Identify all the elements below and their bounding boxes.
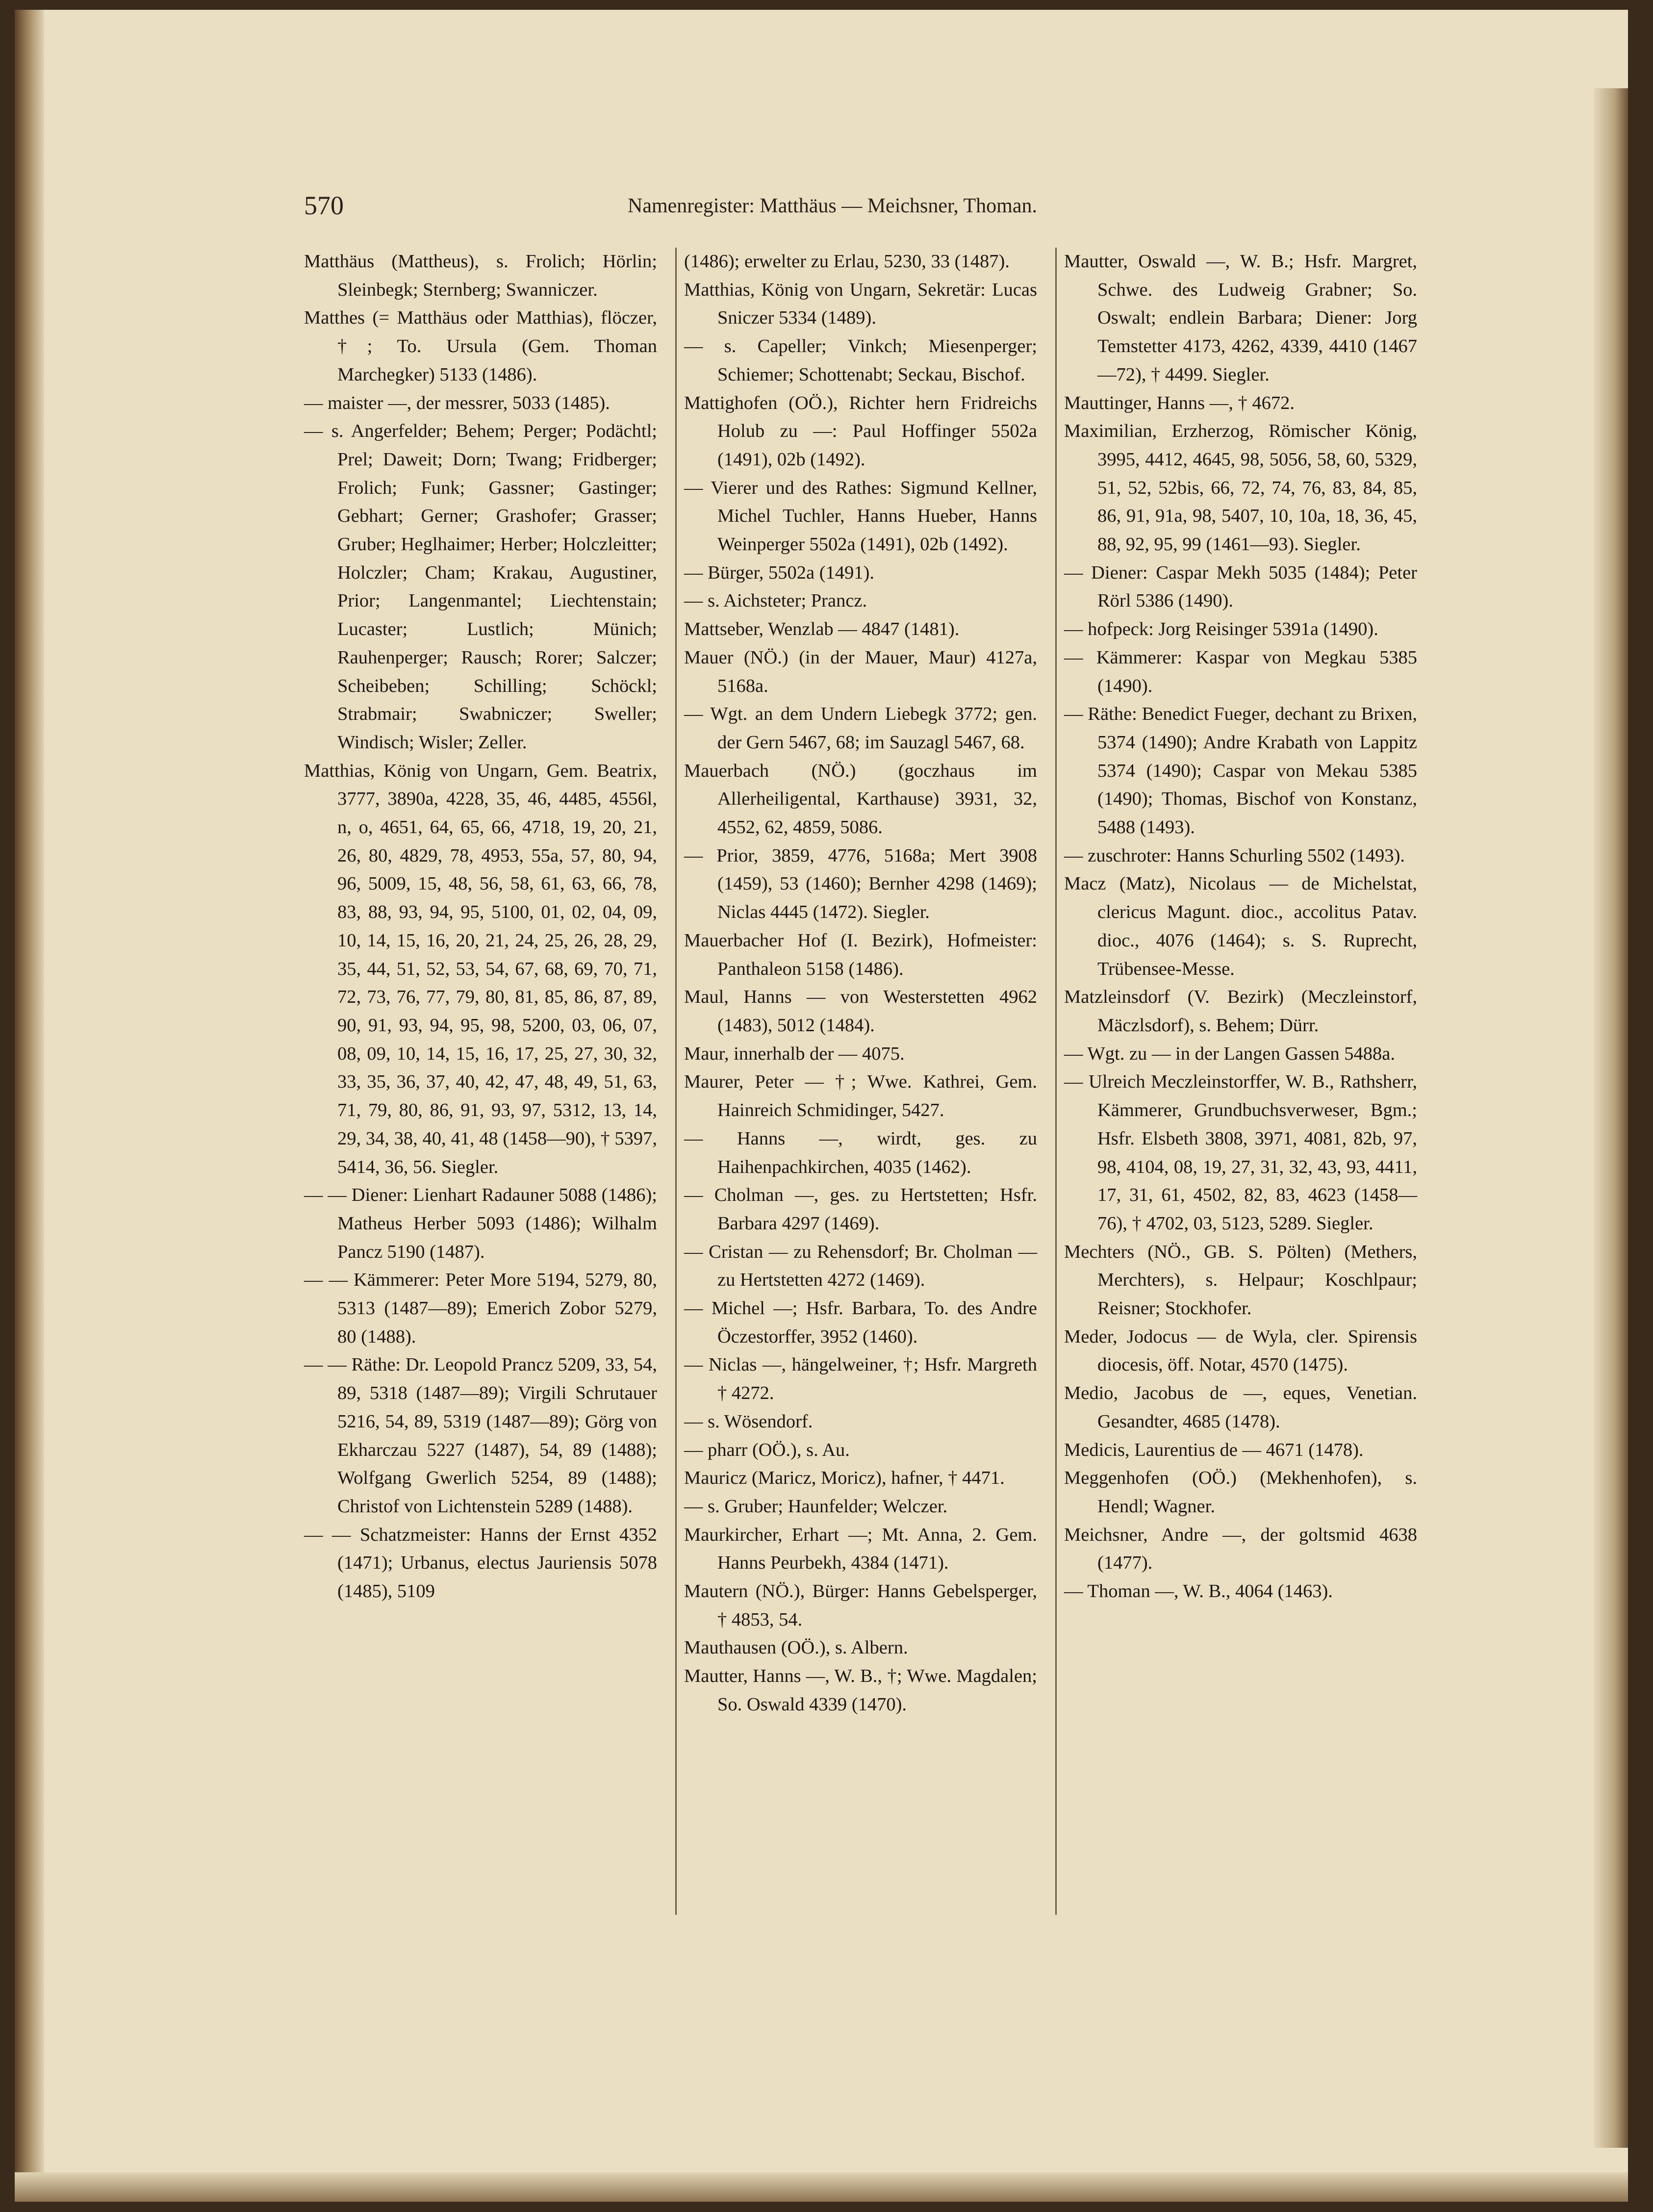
index-entry: — s. Angerfelder; Behem; Perger; Podächtl; Prel; Daweit; Dorn; Twang; Fridberger; Frolich; Funk; Gassner; Gastinger; Gebhart; Gerner; Grashofer; Grasser; Gruber; Heglhaimer; Herber; Holczleitter; Holczler; Cham; Krakau, Augustiner, Prior; Langenmantel; Liechtenstain; Lucaster; Lustlich; Münich; Rauhenperger; Rausch; Rorer; Salczer; Scheibeben; Schilling; Schöckl; Strabmair; Swabniczer; Sweller; Windisch; Wisler; Zeller. bbox=[304, 421, 657, 753]
page-bottom-edge bbox=[15, 2172, 1628, 2202]
index-entry: — Bürger, 5502a (1491). bbox=[684, 562, 875, 583]
running-head: Namenregister: Matthäus — Meichsner, Thoman. bbox=[628, 195, 1037, 217]
index-entry: — Cholman —, ges. zu Hertstetten; Hsfr. Barbara 4297 (1469). bbox=[684, 1185, 1037, 1234]
page-edge-right bbox=[1594, 88, 1628, 2148]
index-entry: Mauthausen (OÖ.), s. Albern. bbox=[684, 1637, 908, 1658]
index-entry: Mauttinger, Hanns —, † 4672. bbox=[1064, 392, 1295, 413]
index-entry: — pharr (OÖ.), s. Au. bbox=[684, 1439, 850, 1460]
index-entry: — Kämmerer: Kaspar von Megkau 5385 (1490). bbox=[1064, 647, 1417, 696]
index-column-1 bbox=[304, 248, 657, 1606]
index-entry: Matthäus (Mattheus), s. Frolich; Hörlin; Sleinbegk; Sternberg; Swanniczer. bbox=[304, 251, 657, 300]
index-entry: Matthias, König von Ungarn, Gem. Beatrix, 3777, 3890a, 4228, 35, 46, 4485, 4556l, n, o, 4651, 64, 65, 66, 4718, 19, 20, 21, 26, 80, 4829, 78, 4953, 55a, 57, 80, 94, 96, 5009, 15, 48, 56, 58, 61, 63, 66, 78, 83, 88, 93, 94, 95, 5100, 01, 02, 04, 09, 10, 14, 15, 16, 20, 21, 24, 25, 26, 28, 29, 35, 44, 51, 52, 53, 54, 67, 68, 69, 70, 71, 72, 73, 76, 77, 79, 80, 81, 85, 86, 87, 89, 90, 91, 93, 94, 95, 98, 5200, 03, 06, 07, 08, 09, 10, 14, 15, 16, 17, 25, 27, 30, 32, 33, 35, 36, 37, 40, 42, 47, 48, 49, 51, 63, 71, 79, 80, 86, 91, 93, 97, 5312, 13, 14, 29, 34, 38, 40, 41, 48 (1458—90), † 5397, 5414, 36, 56. Siegler. bbox=[304, 760, 657, 1177]
index-entry: — s. Aichsteter; Prancz. bbox=[684, 590, 867, 611]
index-entry: Mattighofen (OÖ.), Richter hern Fridreichs Holub zu —: Paul Hoffinger 5502a (1491), 02b (1492). bbox=[684, 392, 1037, 470]
index-entry: (1486); erwelter zu Erlau, 5230, 33 (1487). bbox=[684, 251, 1010, 272]
index-entry: — — Diener: Lienhart Radauner 5088 (1486); Matheus Herber 5093 (1486); Wilhalm Pancz 5190 (1487). bbox=[304, 1185, 657, 1262]
index-entry: Maximilian, Erzherzog, Römischer König, 3995, 4412, 4645, 98, 5056, 58, 60, 5329, 51, 52, 52bis, 66, 72, 74, 76, 83, 84, 85, 86, 91, 91a, 98, 5407, 10, 10a, 18, 36, 45, 88, 92, 95, 99 (1461—93). Siegler. bbox=[1064, 421, 1417, 555]
index-entry: Maurkircher, Erhart —; Mt. Anna, 2. Gem. Hanns Peurbekh, 4384 (1471). bbox=[684, 1524, 1037, 1574]
index-column-2 bbox=[684, 248, 1037, 1719]
index-entry: — — Kämmerer: Peter More 5194, 5279, 80, 5313 (1487—89); Emerich Zobor 5279, 80 (1488). bbox=[304, 1270, 657, 1347]
index-entry: Meder, Jodocus — de Wyla, cler. Spirensis diocesis, öff. Notar, 4570 (1475). bbox=[1064, 1326, 1417, 1375]
index-entry: — Räthe: Benedict Fueger, dechant zu Brixen, 5374 (1490); Andre Krabath von Lappitz 5374 (1490); Caspar von Mekau 5385 (1490); Thomas, Bischof von Konstanz, 5488 (1493). bbox=[1064, 704, 1417, 838]
index-entry: — Ulreich Meczleinstorffer, W. B., Rathsherr, Kämmerer, Grundbuchsverweser, Bgm.; Hsfr. Elsbeth 3808, 3971, 4081, 82b, 97, 98, 4104, 08, 19, 27, 31, 32, 43, 93, 4411, 17, 31, 61, 4502, 82, 83, 4623 (1458—76), † 4702, 03, 5123, 5289. Siegler. bbox=[1064, 1071, 1417, 1234]
index-column-3 bbox=[1064, 248, 1417, 1606]
index-entry: — s. Wösendorf. bbox=[684, 1411, 813, 1432]
page-header bbox=[304, 190, 1422, 220]
index-entry: Medio, Jacobus de —, eques, Venetian. Gesandter, 4685 (1478). bbox=[1064, 1383, 1417, 1432]
index-entry: — Niclas —, hängelweiner, †; Hsfr. Margreth † 4272. bbox=[684, 1354, 1037, 1404]
index-entry: — Wgt. zu — in der Langen Gassen 5488a. bbox=[1064, 1043, 1396, 1064]
index-entry: Maur, innerhalb der — 4075. bbox=[684, 1043, 905, 1064]
index-entry: Mautter, Oswald —, W. B.; Hsfr. Margret, Schwe. des Ludweig Grabner; So. Oswalt; endlein Barbara; Diener: Jorg Temstetter 4173, 4262, 4339, 4410 (1467—72), † 4499. Siegler. bbox=[1064, 251, 1417, 385]
index-entry: Matzleinsdorf (V. Bezirk) (Meczleinstorf, Mäczlsdorf), s. Behem; Dürr. bbox=[1064, 987, 1417, 1036]
index-entry: Meggenhofen (OÖ.) (Mekhenhofen), s. Hendl; Wagner. bbox=[1064, 1468, 1417, 1517]
index-entry: — hofpeck: Jorg Reisinger 5391a (1490). bbox=[1064, 619, 1378, 640]
index-entry: Maurer, Peter — †; Wwe. Kathrei, Gem. Hainreich Schmidinger, 5427. bbox=[684, 1071, 1037, 1121]
index-entry: Matthes (= Matthäus oder Matthias), flöczer, †; To. Ursula (Gem. Thoman Marchegker) 5133 (1486). bbox=[304, 307, 657, 385]
index-entry: — zuschroter: Hanns Schurling 5502 (1493). bbox=[1064, 845, 1405, 866]
index-entry: Mautter, Hanns —, W. B., †; Wwe. Magdalen; So. Oswald 4339 (1470). bbox=[684, 1666, 1037, 1715]
index-entry: — Diener: Caspar Mekh 5035 (1484); Peter Rörl 5386 (1490). bbox=[1064, 562, 1417, 611]
index-entry: — — Schatzmeister: Hanns der Ernst 4352 (1471); Urbanus, electus Jauriensis 5078 (1485), 5109 bbox=[304, 1524, 657, 1602]
index-entry: Mauerbacher Hof (I. Bezirk), Hofmeister: Panthaleon 5158 (1486). bbox=[684, 930, 1037, 979]
index-entry: Mauer (NÖ.) (in der Mauer, Maur) 4127a, 5168a. bbox=[684, 647, 1037, 696]
index-entry: Medicis, Laurentius de — 4671 (1478). bbox=[1064, 1439, 1364, 1460]
index-entry: Mautern (NÖ.), Bürger: Hanns Gebelsperger, † 4853, 54. bbox=[684, 1581, 1037, 1630]
page-gutter-shadow bbox=[15, 10, 44, 2202]
index-entry: — Wgt. an dem Undern Liebegk 3772; gen. der Gern 5467, 68; im Sauzagl 5467, 68. bbox=[684, 704, 1037, 753]
index-entry: — Hanns —, wirdt, ges. zu Haihenpachkirchen, 4035 (1462). bbox=[684, 1128, 1037, 1177]
index-entry: — s. Capeller; Vinkch; Miesenperger; Schiemer; Schottenabt; Seckau, Bischof. bbox=[684, 336, 1037, 385]
column-divider bbox=[1055, 248, 1057, 1915]
index-entry: — — Räthe: Dr. Leopold Prancz 5209, 33, 54, 89, 5318 (1487—89); Virgili Schrutauer 5216, 54, 89, 5319 (1487—89); Görg von Ekharczau 5227 (1487), 54, 89 (1488); Wolfgang Gwerlich 5254, 89 (1488); Christof von Lichtenstein 5289 (1488). bbox=[304, 1354, 657, 1517]
column-divider bbox=[675, 248, 677, 1915]
index-entry: Meichsner, Andre —, der goltsmid 4638 (1477). bbox=[1064, 1524, 1417, 1574]
index-entry: — Prior, 3859, 4776, 5168a; Mert 3908 (1459), 53 (1460); Bernher 4298 (1469); Niclas 4445 (1472). Siegler. bbox=[684, 845, 1037, 923]
index-entry: Mechters (NÖ., GB. S. Pölten) (Methers, Merchters), s. Helpaur; Koschlpaur; Reisner; Stockhofer. bbox=[1064, 1241, 1417, 1319]
index-entry: — Michel —; Hsfr. Barbara, To. des Andre Öczestorffer, 3952 (1460). bbox=[684, 1298, 1037, 1347]
index-entry: Macz (Matz), Nicolaus — de Michelstat, clericus Magunt. dioc., accolitus Patav. dioc., 4076 (1464); s. S. Ruprecht, Trübensee-Messe. bbox=[1064, 873, 1417, 979]
index-entry: Matthias, König von Ungarn, Sekretär: Lucas Sniczer 5334 (1489). bbox=[684, 279, 1037, 329]
index-entry: Maul, Hanns — von Westerstetten 4962 (1483), 5012 (1484). bbox=[684, 987, 1037, 1036]
page-number: 570 bbox=[304, 191, 344, 220]
index-entry: — s. Gruber; Haunfelder; Welczer. bbox=[684, 1496, 948, 1517]
index-entry: Mauerbach (NÖ.) (goczhaus im Allerheiligental, Karthause) 3931, 32, 4552, 62, 4859, 5086. bbox=[684, 760, 1037, 838]
index-entry: — Vierer und des Rathes: Sigmund Kellner, Michel Tuchler, Hanns Hueber, Hanns Weinperger 5502a (1491), 02b (1492). bbox=[684, 477, 1037, 555]
index-entry: Mattseber, Wenzlab — 4847 (1481). bbox=[684, 619, 960, 640]
index-entry: — Cristan — zu Rehensdorf; Br. Cholman — zu Hertstetten 4272 (1469). bbox=[684, 1241, 1037, 1291]
index-entry: — maister —, der messrer, 5033 (1485). bbox=[304, 392, 610, 413]
index-entry: — Thoman —, W. B., 4064 (1463). bbox=[1064, 1581, 1333, 1602]
index-entry: Mauricz (Maricz, Moricz), hafner, † 4471. bbox=[684, 1468, 1005, 1489]
